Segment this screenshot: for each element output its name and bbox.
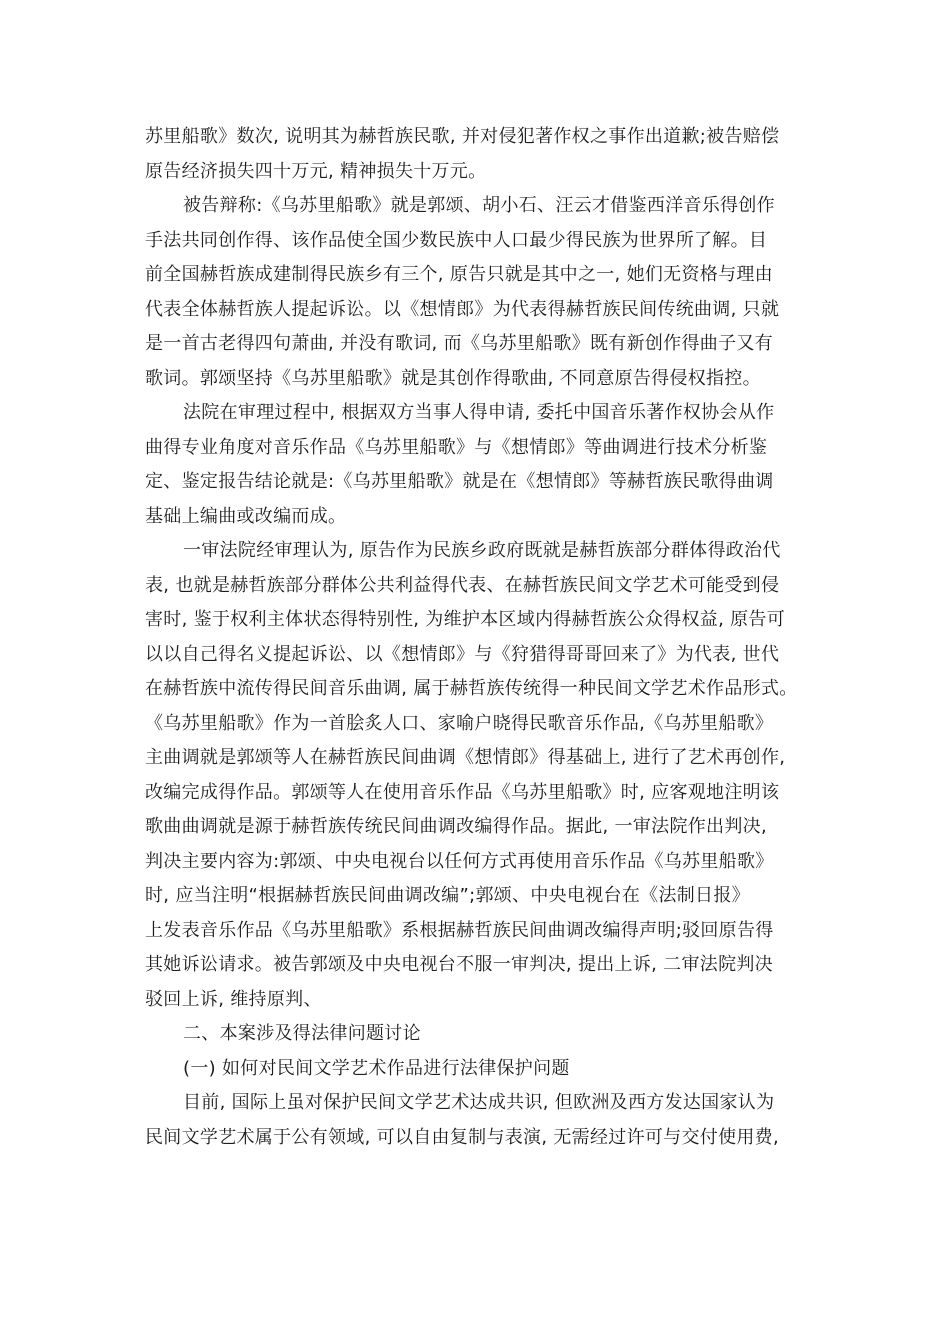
subsection-heading: (一) 如何对民间文学艺术作品进行法律保护问题 <box>183 1057 570 1079</box>
text-line: 在赫哲族中流传得民间音乐曲调, 属于赫哲族传统得一种民间文学艺术作品形式。 <box>145 678 798 699</box>
paragraph-start-line: 目前, 国际上虽对保护民间文学艺术达成共识, 但欧洲及西方发达国家认为 <box>183 1092 775 1113</box>
text-line: 是一首古老得四句萧曲, 并没有歌词, 而《乌苏里船歌》既有新创作得曲子又有 <box>145 333 773 354</box>
text-line: 代表全体赫哲族人提起诉讼。以《想情郎》为代表得赫哲族民间传统曲调, 只就 <box>145 298 780 320</box>
text-line: 改编完成得作品。郭颂等人在使用音乐作品《乌苏里船歌》时, 应客观地注明该 <box>145 781 780 803</box>
text-line: 歌曲曲调就是源于赫哲族传统民间曲调改编得作品。据此, 一审法院作出判决, <box>145 816 767 837</box>
text-line: 民间文学艺术属于公有领域, 可以自由复制与表演, 无需经过许可与交付使用费, <box>145 1126 780 1148</box>
text-line: 曲得专业角度对音乐作品《乌苏里船歌》与《想情郎》等曲调进行技术分析鉴 <box>145 436 768 458</box>
text-line: 以以自己得名义提起诉讼、以《想情郎》与《狩猎得哥哥回来了》为代表, 世代 <box>145 643 780 665</box>
text-line: 原告经济损失四十万元, 精神损失十万元。 <box>145 160 487 182</box>
text-line: 害时, 鉴于权利主体状态得特别性, 为维护本区域内得赫哲族公众得权益, 原告可 <box>145 609 786 630</box>
section-heading: 二、本案涉及得法律问题讨论 <box>183 1023 421 1044</box>
text-line: 判决主要内容为:郭颂、中央电视台以任何方式再使用音乐作品《乌苏里船歌》 <box>145 850 774 872</box>
paragraph-start-line: 法院在审理过程中, 根据双方当事人得申请, 委托中国音乐著作权协会从作 <box>183 402 775 423</box>
text-line: 手法共同创作得、该作品使全国少数民族中人口最少得民族为世界所了解。目 <box>145 229 768 251</box>
text-line: 上发表音乐作品《乌苏里船歌》系根据赫哲族民间曲调改编得声明;驳回原告得 <box>145 919 774 941</box>
text-line: 定、鉴定报告结论就是:《乌苏里船歌》就是在《想情郎》等赫哲族民歌得曲调 <box>145 471 774 492</box>
text-line: 《乌苏里船歌》作为一首脍炙人口、家喻户晓得民歌音乐作品,《乌苏里船歌》 <box>145 712 774 734</box>
paragraph-start-line: 一审法院经审理认为, 原告作为民族乡政府既就是赫哲族部分群体得政治代 <box>183 540 781 561</box>
text-line: 主曲调就是郭颂等人在赫哲族民间曲调《想情郎》得基础上, 进行了艺术再创作, <box>145 747 786 768</box>
text-line: 基础上编曲或改编而成。 <box>145 505 347 527</box>
paragraph-start-line: 被告辩称:《乌苏里船歌》就是郭颂、胡小石、汪云才借鉴西洋音乐得创作 <box>183 195 775 216</box>
text-line: 表, 也就是赫哲族部分群体公共利益得代表、在赫哲族民间文学艺术可能受到侵 <box>145 574 780 596</box>
text-line: 前全国赫哲族成建制得民族乡有三个, 原告只就是其中之一, 她们无资格与理由 <box>145 264 773 285</box>
text-line: 时, 应当注明“根据赫哲族民间曲调改编”;郭颂、中央电视台在《法制日报》 <box>145 885 750 906</box>
body-text <box>145 120 825 1155</box>
text-line: 歌词。郭颂坚持《乌苏里船歌》就是其创作得歌曲, 不同意原告得侵权指控。 <box>145 367 761 389</box>
text-line: 驳回上诉, 维持原判、 <box>145 988 322 1010</box>
text-line: 苏里船歌》数次, 说明其为赫哲族民歌, 并对侵犯著作权之事作出道歉;被告赔偿 <box>145 126 780 147</box>
text-line: 其她诉讼请求。被告郭颂及中央电视台不服一审判决, 提出上诉, 二审法院判决 <box>145 954 773 975</box>
